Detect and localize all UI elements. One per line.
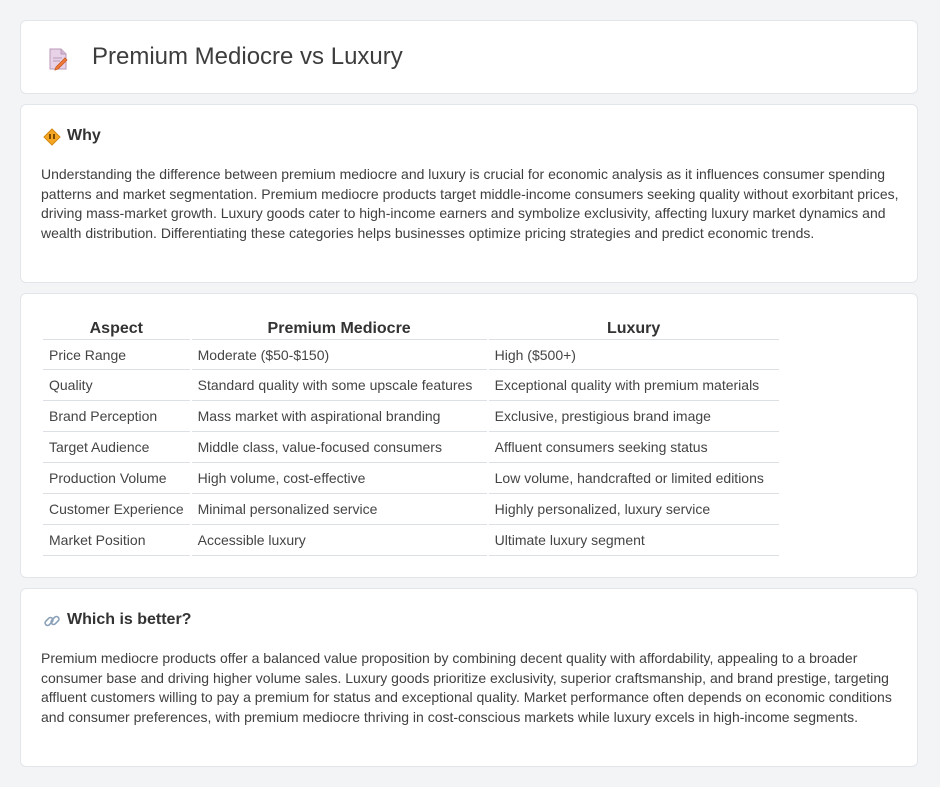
- cell-premium-mediocre: Mass market with aspirational branding: [192, 401, 487, 432]
- diamond-warning-icon: [43, 128, 61, 146]
- cell-premium-mediocre: High volume, cost-effective: [192, 463, 487, 494]
- cell-premium-mediocre: Standard quality with some upscale features: [192, 370, 487, 401]
- cell-premium-mediocre: Middle class, value-focused consumers: [192, 432, 487, 463]
- cell-aspect: Target Audience: [43, 432, 190, 463]
- cell-premium-mediocre: Accessible luxury: [192, 525, 487, 556]
- cell-luxury: High ($500+): [489, 339, 779, 370]
- better-title: Which is better?: [67, 611, 192, 628]
- why-section: [20, 104, 918, 283]
- cell-luxury: Exceptional quality with premium materials: [489, 370, 779, 401]
- table-row: [43, 401, 779, 432]
- why-title: Why: [67, 127, 101, 144]
- table-row: [43, 525, 779, 556]
- cell-luxury: Low volume, handcrafted or limited editions: [489, 463, 779, 494]
- table-row: [43, 339, 779, 370]
- link-icon: [43, 612, 61, 630]
- cell-luxury: Ultimate luxury segment: [489, 525, 779, 556]
- comparison-table: [41, 316, 781, 556]
- cell-aspect: Price Range: [43, 339, 190, 370]
- cell-luxury: Exclusive, prestigious brand image: [489, 401, 779, 432]
- page-title: Premium Mediocre vs Luxury: [92, 43, 403, 70]
- cell-aspect: Market Position: [43, 525, 190, 556]
- table-row: [43, 463, 779, 494]
- cell-aspect: Brand Perception: [43, 401, 190, 432]
- cell-aspect: Customer Experience: [43, 494, 190, 525]
- cell-premium-mediocre: Minimal personalized service: [192, 494, 487, 525]
- table-header-row: [43, 316, 779, 339]
- better-text: Premium mediocre products offer a balanced value proposition by combining decent quality with affordability, appealing to a broader consumer base and driving higher volume sales. Luxury goods prioritize exclusivity, superior craftsmanship, and brand prestige, targeting affluent customers willing to pay a premium for status and exceptional quality. Market performance often depends on economic conditions and consumer preferences, with premium mediocre thriving in cost-conscious markets while luxury excels in high-income segments.: [41, 650, 892, 725]
- why-text: Understanding the difference between premium mediocre and luxury is crucial for economic analysis as it influences consumer spending patterns and market segmentation. Premium mediocre products target middle-income consumers seeking quality without exorbitant prices, driving mass-market growth. Luxury goods cater to high-income earners and symbolize exclusivity, affecting luxury market dynamics and wealth distribution. Differentiating these categories helps businesses optimize pricing strategies and predict economic trends.: [41, 166, 899, 241]
- cell-aspect: Production Volume: [43, 463, 190, 494]
- document-pen-icon: [47, 47, 69, 71]
- header-aspect: Aspect: [89, 319, 143, 337]
- cell-luxury: Highly personalized, luxury service: [489, 494, 779, 525]
- table-row: [43, 370, 779, 401]
- table-row: [43, 432, 779, 463]
- header-premium-mediocre: Premium Mediocre: [267, 319, 411, 337]
- cell-aspect: Quality: [43, 370, 190, 401]
- cell-premium-mediocre: Moderate ($50-$150): [192, 339, 487, 370]
- comparison-table-section: [20, 293, 918, 578]
- header-luxury: Luxury: [606, 319, 661, 337]
- header-card: [20, 20, 918, 94]
- which-is-better-section: [20, 588, 918, 767]
- cell-luxury: Affluent consumers seeking status: [489, 432, 779, 463]
- table-row: [43, 494, 779, 525]
